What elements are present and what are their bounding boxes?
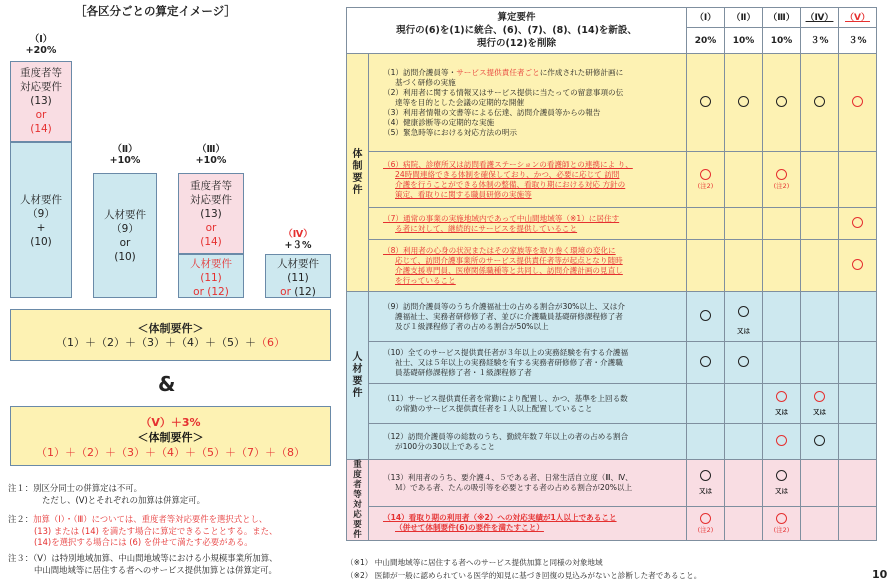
req-13: （13）利用者のうち、要介護４、５である者、日常生活自立度（Ⅲ、Ⅳ、 Ｍ）である者、たんの吸引等を必要とする者の占める割合が20%以上 bbox=[369, 460, 687, 507]
mark-r11-c3: 又は bbox=[763, 384, 801, 424]
col-header-1: （Ⅰ） bbox=[687, 8, 725, 28]
col3-staff-box: 人材要件 (11) or (12) bbox=[178, 254, 244, 298]
req-8: （8）利用者の心身の状況またはその家族等を取り巻く環境の変化に 応じて、訪問介護事業所のサービス提供責任者等が起点となり随時 介護支援専門員、医療関係職種等と共同し、訪問介護計画の見直し を行っていること bbox=[369, 240, 687, 292]
mark-r12-c3 bbox=[763, 424, 801, 460]
mark-r14-c1: (注2) bbox=[687, 506, 725, 540]
mark-r8-c2 bbox=[725, 240, 763, 292]
mark-r9-c3 bbox=[763, 292, 801, 342]
mark-r10-c4 bbox=[801, 342, 839, 384]
mark-r12-c5 bbox=[839, 424, 877, 460]
req-7: （7）通常の事業の実施地域内であって中山間地域等（※1）に居住す る者に対して、継続的にサービスを提供していること bbox=[369, 208, 687, 240]
req-6: （6）病院、診療所又は訪問看護ステーションの看護師との連携によ り、 24時間連絡できる体制を確保しており、かつ、必要に応じて 訪問 介護を行うことができる体制の整備、看取り期における対応 方針の 策定、看取りに関する職員研修の実施等 bbox=[369, 152, 687, 208]
header-requirements: 算定要件 現行の(6)を(1)に統合、(6)、(7)、(8)、(14)を新設、 現行の(12)を削除 bbox=[347, 8, 687, 54]
requirements-table bbox=[346, 7, 877, 541]
mark-r1-c4 bbox=[801, 54, 839, 152]
col1-heavy-box: 重度者等 対応要件 (13) or (14) bbox=[10, 61, 72, 142]
mark-r7-c3 bbox=[763, 208, 801, 240]
footnote-1: （※1） 中山間地域等に居住する者へのサービス提供加算と同様の対象地域 bbox=[346, 558, 603, 567]
mark-r12-c2 bbox=[725, 424, 763, 460]
mark-r14-c2 bbox=[725, 506, 763, 540]
mark-r10-c3 bbox=[763, 342, 801, 384]
req-14: （14）看取り期の利用者（※2）への対応実績が1人以上であること （併せて体制要件(6)の要件を満たすこと） bbox=[369, 506, 687, 540]
rate-4: ３% bbox=[801, 28, 839, 54]
mark-r8-c4 bbox=[801, 240, 839, 292]
mark-r1-c1 bbox=[687, 54, 725, 152]
col3-heavy-box: 重度者等 対応要件 (13) or (14) bbox=[178, 173, 244, 254]
mark-r12-c1 bbox=[687, 424, 725, 460]
req-1-5: （1）訪問介護員等・サービス提供責任者ごとに作成された研修計画に 基づく研修の実施 （2）利用者に関する情報又はサービス提供に当たっての留意事項の伝 達等を目的とした会議の定期的な開催 （3）利用者情報の文書等による伝達、訪問介護員等からの報告 （4）健康診断等の定期的な実施 （5）緊急時等における対応方法の明示 bbox=[369, 54, 687, 152]
mark-r7-c1 bbox=[687, 208, 725, 240]
rate-3: 10% bbox=[763, 28, 801, 54]
req-10: （10）全てのサービス提供責任者が３年以上の実務経験を有する介護福 祉士、又は５年以上の実務経験を有する実務者研修修了者・介護職 員基礎研修課程修了者・１級課程修了者 bbox=[369, 342, 687, 384]
rate-2: 10% bbox=[725, 28, 763, 54]
mark-r13-c2 bbox=[725, 460, 763, 507]
col-header-5: （Ⅴ） bbox=[839, 8, 877, 28]
col-header-3: （Ⅲ） bbox=[763, 8, 801, 28]
rate-5: ３% bbox=[839, 28, 877, 54]
mark-r12-c4 bbox=[801, 424, 839, 460]
mark-r7-c2 bbox=[725, 208, 763, 240]
mark-r10-c5 bbox=[839, 342, 877, 384]
col2-staff-box: 人材要件 （9） or (10) bbox=[93, 173, 157, 298]
req-12: （12）訪問介護員等の総数のうち、勤続年数７年以上の者の占める割合 が100分の30以上であること bbox=[369, 424, 687, 460]
mark-r6-c2 bbox=[725, 152, 763, 208]
level-2-label: （Ⅱ） +10% bbox=[109, 144, 141, 166]
mark-r10-c1 bbox=[687, 342, 725, 384]
category-heavy: 重 度 者 等 対 応 要 件 bbox=[347, 460, 369, 541]
mark-r6-c1: (注2) bbox=[687, 152, 725, 208]
system-requirement-box: ＜体制要件＞ （1）＋（2）＋（3）＋（4）＋（5）＋（6） bbox=[10, 309, 331, 361]
mark-r11-c1 bbox=[687, 384, 725, 424]
mark-r8-c5 bbox=[839, 240, 877, 292]
v-requirement-box: （Ⅴ）＋3% ＜体制要件＞ （1）＋（2）＋（3）＋（4）＋（5）＋（7）＋（8） bbox=[10, 406, 331, 466]
footnote-2: （※2） 医師が一般に認められている医学的知見に基づき回復の見込みがないと診断した者であること。 bbox=[346, 571, 702, 580]
col4-staff-box: 人材要件 (11) or (12) bbox=[265, 254, 331, 298]
mark-r8-c1 bbox=[687, 240, 725, 292]
level-1-label: （Ⅰ） +20% bbox=[25, 34, 57, 56]
mark-r10-c2 bbox=[725, 342, 763, 384]
mark-r11-c5 bbox=[839, 384, 877, 424]
mark-r6-c3: (注2) bbox=[763, 152, 801, 208]
ampersand: & bbox=[158, 372, 176, 396]
mark-r9-c1 bbox=[687, 292, 725, 342]
category-staff: 人 材 要 件 bbox=[347, 292, 369, 460]
note-1: 注１：別区分同士の併算定は不可。 ただし、(Ⅴ)とそれぞれの加算は併算定可。 bbox=[8, 483, 206, 505]
mark-r6-c5 bbox=[839, 152, 877, 208]
diagram-title: ［各区分ごとの算定イメージ］ bbox=[75, 4, 236, 18]
mark-r13-c1: 又は bbox=[687, 460, 725, 507]
note-3: 注３：（Ⅴ）は特別地域加算、中山間地域等における小規模事業所加算、 中山間地域等に居住する者へのサービス提供加算とは併算定可。 bbox=[8, 553, 278, 575]
page-number: 10 bbox=[872, 568, 888, 581]
mark-r1-c3 bbox=[763, 54, 801, 152]
mark-r1-c2 bbox=[725, 54, 763, 152]
mark-r7-c4 bbox=[801, 208, 839, 240]
mark-r14-c5 bbox=[839, 506, 877, 540]
mark-r13-c4 bbox=[801, 460, 839, 507]
mark-r11-c4: 又は bbox=[801, 384, 839, 424]
col-header-4: （Ⅳ） bbox=[801, 8, 839, 28]
mark-r13-c5 bbox=[839, 460, 877, 507]
req-9: （9）訪問介護員等のうち介護福祉士の占める割合が30%以上、又は介 護福祉士、実務者研修修了者、並びに介護職員基礎研修課程修了者 及び１級課程修了者の占める割合が50%以上 bbox=[369, 292, 687, 342]
req-11: （11）サービス提供責任者を常勤により配置し、かつ、基準を上回る数 の常勤のサービス提供責任者を１人以上配置していること bbox=[369, 384, 687, 424]
level-4-label: （Ⅳ） +３% bbox=[283, 229, 313, 251]
mark-r14-c3: (注2) bbox=[763, 506, 801, 540]
mark-r6-c4 bbox=[801, 152, 839, 208]
mark-r7-c5 bbox=[839, 208, 877, 240]
col1-staff-box: 人材要件 （9） + (10) bbox=[10, 142, 72, 298]
mark-r9-c4 bbox=[801, 292, 839, 342]
mark-r9-c5 bbox=[839, 292, 877, 342]
mark-r1-c5 bbox=[839, 54, 877, 152]
note-2: 注２：加算（Ⅰ）・（Ⅲ）については、重度者等対応要件を選択式とし、 (13) または (14) を満たす場合に算定できることとする。また、 (14)を選択する場合には (6) を併せて満たす必要がある。 bbox=[8, 514, 278, 547]
category-system: 体 制 要 件 bbox=[347, 54, 369, 292]
rate-1: 20% bbox=[687, 28, 725, 54]
level-3-label: （Ⅲ） +10% bbox=[195, 144, 227, 166]
mark-r9-c2: 又は bbox=[725, 292, 763, 342]
mark-r11-c2 bbox=[725, 384, 763, 424]
mark-r8-c3 bbox=[763, 240, 801, 292]
mark-r13-c3: 又は bbox=[763, 460, 801, 507]
mark-r14-c4 bbox=[801, 506, 839, 540]
col-header-2: （Ⅱ） bbox=[725, 8, 763, 28]
